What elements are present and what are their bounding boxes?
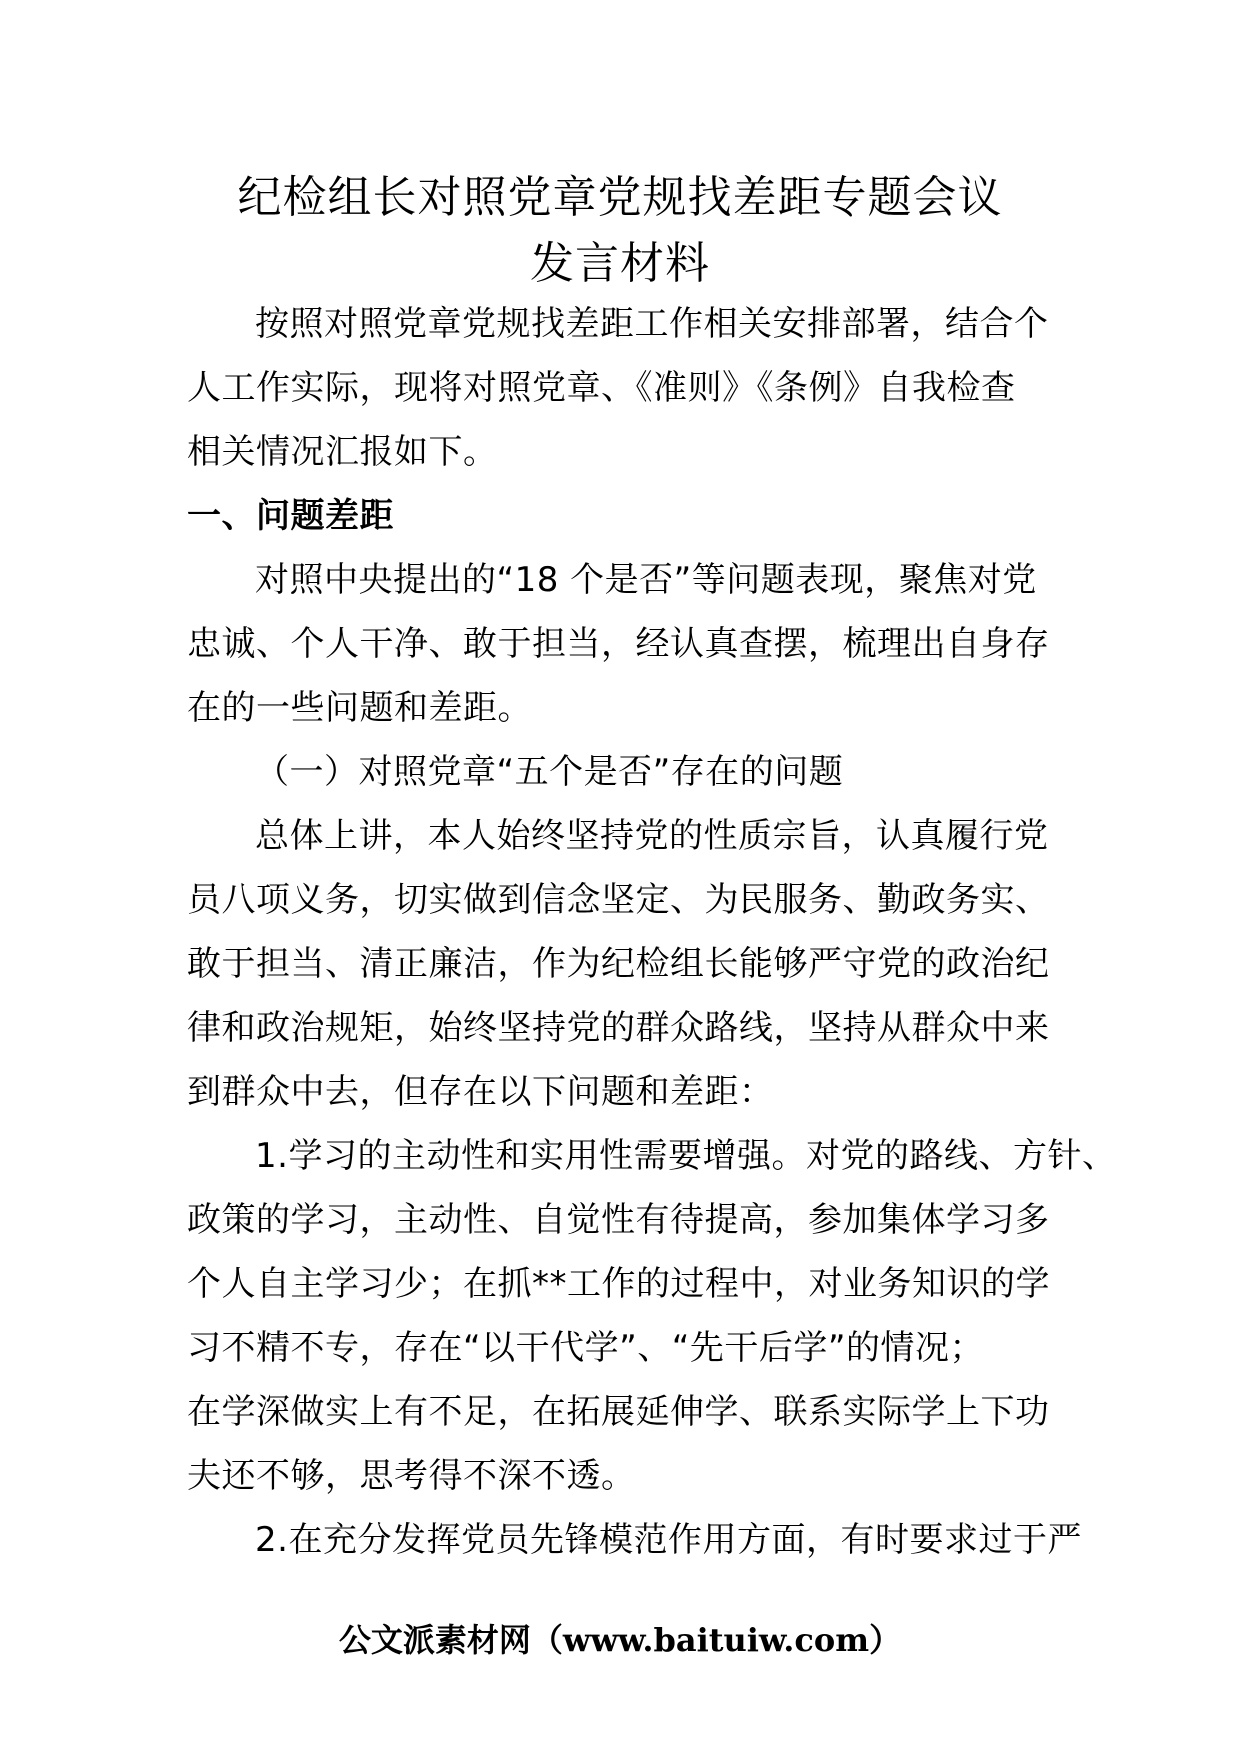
- paragraph-line: 在的一些问题和差距。: [187, 688, 532, 728]
- paragraph-line: 相关情况汇报如下。: [187, 432, 498, 472]
- footer-watermark-text: 公文派素材网（www.baituiw.com）: [338, 1621, 902, 1659]
- section-heading: 一、问题差距: [187, 496, 394, 536]
- paragraph-line: 敢于担当、清正廉洁，作为纪检组长能够严守党的政治纪: [187, 944, 1050, 984]
- paragraph-line: 对照中央提出的“18 个是否”等问题表现，聚焦对党: [255, 560, 1037, 600]
- document-title-line-2: 发言材料: [530, 238, 710, 289]
- paragraph-line: 人工作实际，现将对照党章、《准则》《条例》自我检查: [187, 368, 1016, 408]
- sub-heading: （一）对照党章“五个是否”存在的问题: [255, 752, 844, 792]
- paragraph-line: 1.学习的主动性和实用性需要增强。对党的路线、方针、: [255, 1136, 1117, 1176]
- paragraph-line: 忠诚、个人干净、敢于担当，经认真查摆，梳理出自身存: [187, 624, 1050, 664]
- document-title-line-1: 纪检组长对照党章党规找差距专题会议: [237, 172, 1003, 223]
- paragraph-line: 到群众中去，但存在以下问题和差距：: [187, 1072, 774, 1112]
- paragraph-line: 按照对照党章党规找差距工作相关安排部署，结合个: [255, 304, 1049, 344]
- paragraph-line: 夫还不够，思考得不深不透。: [187, 1456, 636, 1496]
- paragraph-line: 个人自主学习少；在抓**工作的过程中，对业务知识的学: [187, 1264, 1050, 1304]
- paragraph-line: 习不精不专，存在“以干代学”、“先干后学”的情况；: [187, 1328, 984, 1368]
- paragraph-line: 总体上讲，本人始终坚持党的性质宗旨，认真履行党: [255, 816, 1049, 856]
- paragraph-line: 员八项义务，切实做到信念坚定、为民服务、勤政务实、: [187, 880, 1050, 920]
- paragraph-line: 律和政治规矩，始终坚持党的群众路线，坚持从群众中来: [187, 1008, 1050, 1048]
- paragraph-line: 在学深做实上有不足，在拓展延伸学、联系实际学上下功: [187, 1392, 1050, 1432]
- paragraph-line: 政策的学习，主动性、自觉性有待提高，参加集体学习多: [187, 1200, 1050, 1240]
- paragraph-line: 2.在充分发挥党员先锋模范作用方面，有时要求过于严: [255, 1520, 1082, 1560]
